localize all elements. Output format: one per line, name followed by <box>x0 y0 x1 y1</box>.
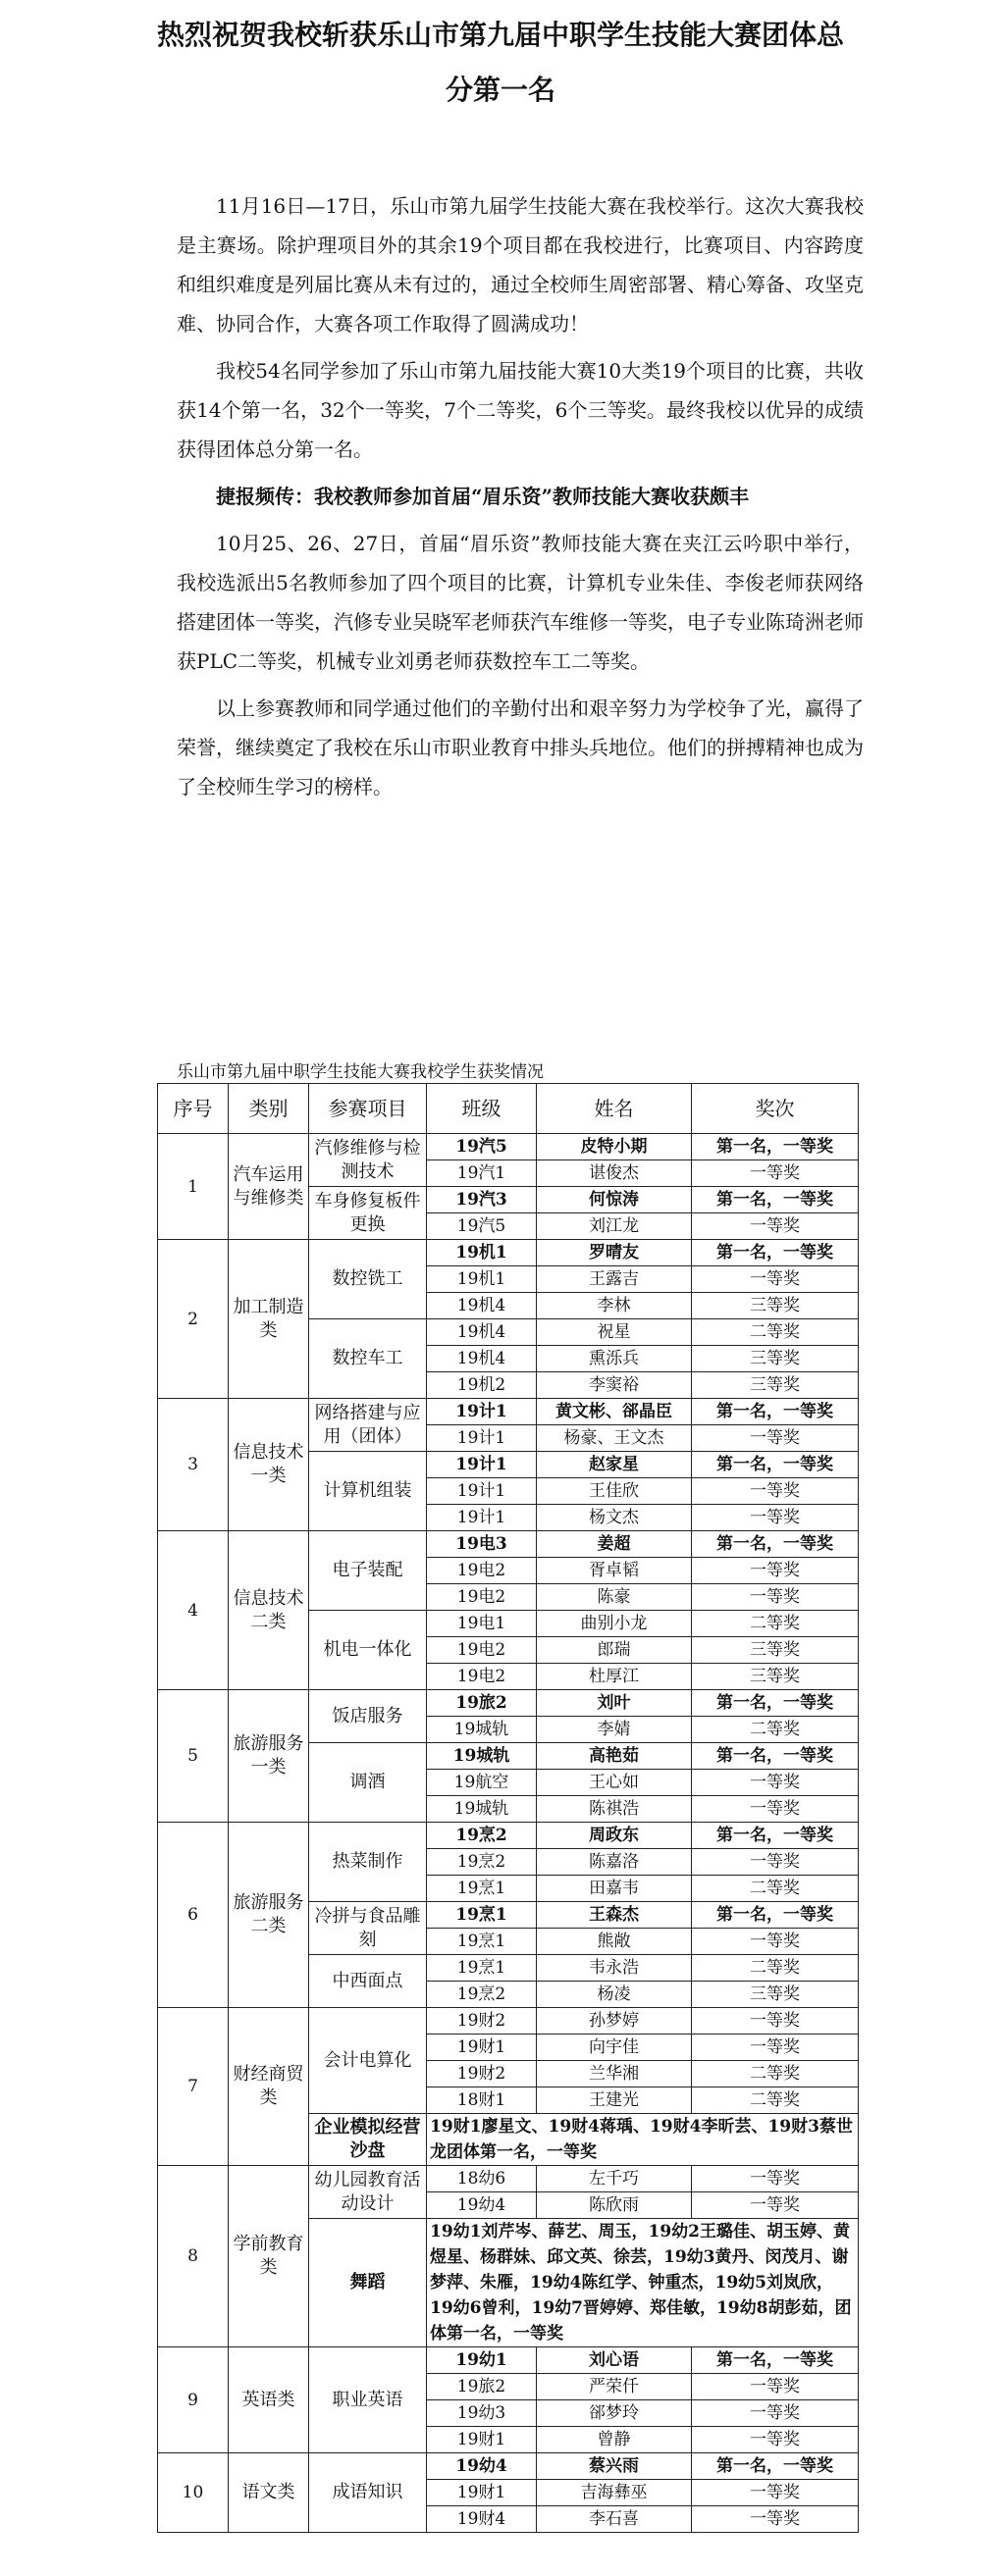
cell-class: 19机1 <box>427 1240 537 1266</box>
cell-award: 一等奖 <box>692 1213 859 1240</box>
paragraph-conclusion: 以上参赛教师和同学通过他们的辛勤付出和艰辛努力为学校争了光，赢得了荣誉，继续奠定了我校在乐山市职业教育中排头兵地位。他们的拼搏精神也成为了全校师生学习的榜样。 <box>177 696 864 799</box>
cell-project: 汽修维修与检测技术 <box>309 1134 427 1187</box>
table-row <box>158 1823 859 1849</box>
cell-class: 19幼1 <box>427 2347 537 2374</box>
cell-award: 第一名，一等奖 <box>692 1452 859 1478</box>
cell-award: 三等奖 <box>692 1664 859 1690</box>
cell-name: 李林 <box>537 1293 692 1319</box>
table-header-row <box>158 1084 859 1134</box>
cell-name: 杜厚江 <box>537 1664 692 1690</box>
cell-name: 吉海彝巫 <box>537 2480 692 2506</box>
cell-project: 车身修复板件更换 <box>309 1187 427 1240</box>
cell-award: 一等奖 <box>692 2506 859 2533</box>
cell-group-no: 5 <box>158 1690 229 1823</box>
header-category: 类别 <box>229 1084 309 1134</box>
cell-class: 19烹1 <box>427 1955 537 1982</box>
cell-name: 曲别小龙 <box>537 1611 692 1637</box>
cell-class: 19财2 <box>427 2061 537 2087</box>
cell-class: 19计1 <box>427 1399 537 1425</box>
cell-award: 第一名，一等奖 <box>692 2453 859 2480</box>
cell-award: 一等奖 <box>692 2035 859 2061</box>
cell-award: 三等奖 <box>692 1982 859 2008</box>
cell-name: 赵家星 <box>537 1452 692 1478</box>
cell-name: 向宇佳 <box>537 2035 692 2061</box>
cell-name: 王建光 <box>537 2087 692 2114</box>
cell-project: 数控铣工 <box>309 1240 427 1319</box>
subheading-teacher-contest: 捷报频传：我校教师参加首届“眉乐资”教师技能大赛收获颇丰 <box>216 485 750 508</box>
cell-project: 网络搭建与应用（团体） <box>309 1399 427 1452</box>
cell-project: 成语知识 <box>309 2453 427 2533</box>
cell-name: 陈祺浩 <box>537 1796 692 1823</box>
cell-class: 19幼4 <box>427 2192 537 2219</box>
cell-class: 19电2 <box>427 1664 537 1690</box>
cell-award: 一等奖 <box>692 1425 859 1452</box>
cell-group-no: 10 <box>158 2453 229 2533</box>
cell-category: 信息技术一类 <box>229 1399 309 1531</box>
cell-class: 19汽1 <box>427 1160 537 1187</box>
cell-award: 一等奖 <box>692 1849 859 1876</box>
cell-name: 罗晴友 <box>537 1240 692 1266</box>
cell-award: 三等奖 <box>692 1346 859 1372</box>
header-project: 参赛项目 <box>309 1084 427 1134</box>
header-class: 班级 <box>427 1084 537 1134</box>
cell-class: 19汽3 <box>427 1187 537 1213</box>
cell-class: 19烹1 <box>427 1902 537 1929</box>
cell-class: 19机4 <box>427 1346 537 1372</box>
cell-name: 皮特小期 <box>537 1134 692 1160</box>
cell-category: 财经商贸类 <box>229 2008 309 2166</box>
cell-class: 19城轨 <box>427 1743 537 1770</box>
cell-name: 李窦裕 <box>537 1372 692 1399</box>
cell-award: 二等奖 <box>692 1955 859 1982</box>
cell-award: 三等奖 <box>692 1372 859 1399</box>
cell-project: 职业英语 <box>309 2347 427 2453</box>
cell-class: 18幼6 <box>427 2166 537 2192</box>
cell-project: 饭店服务 <box>309 1690 427 1743</box>
cell-name: 杨文杰 <box>537 1505 692 1531</box>
cell-name: 严荣仟 <box>537 2374 692 2400</box>
cell-name: 左千巧 <box>537 2166 692 2192</box>
cell-category: 信息技术二类 <box>229 1531 309 1690</box>
cell-class: 19财4 <box>427 2506 537 2533</box>
cell-award: 第一名，一等奖 <box>692 1531 859 1558</box>
cell-category: 旅游服务一类 <box>229 1690 309 1823</box>
cell-award: 一等奖 <box>692 1505 859 1531</box>
cell-class: 19电2 <box>427 1558 537 1584</box>
cell-class: 19汽5 <box>427 1213 537 1240</box>
cell-project: 调酒 <box>309 1743 427 1823</box>
cell-award: 一等奖 <box>692 1929 859 1955</box>
cell-name: 王森杰 <box>537 1902 692 1929</box>
table-row <box>158 1690 859 1717</box>
cell-award: 一等奖 <box>692 2192 859 2219</box>
cell-class: 19烹2 <box>427 1982 537 2008</box>
cell-project: 机电一体化 <box>309 1611 427 1690</box>
cell-award: 三等奖 <box>692 1637 859 1664</box>
cell-name: 曾静 <box>537 2427 692 2453</box>
cell-name: 杨凌 <box>537 1982 692 2008</box>
cell-name: 姜超 <box>537 1531 692 1558</box>
cell-name: 胥卓韬 <box>537 1558 692 1584</box>
cell-class: 19烹1 <box>427 1876 537 1902</box>
cell-class: 19烹2 <box>427 1849 537 1876</box>
cell-class: 19计1 <box>427 1452 537 1478</box>
cell-award: 一等奖 <box>692 1160 859 1187</box>
cell-name: 陈欣雨 <box>537 2192 692 2219</box>
cell-class: 19汽5 <box>427 1134 537 1160</box>
cell-name: 何惊涛 <box>537 1187 692 1213</box>
cell-name: 高艳茹 <box>537 1743 692 1770</box>
cell-category: 语文类 <box>229 2453 309 2533</box>
cell-class: 19机4 <box>427 1319 537 1346</box>
cell-class: 19旅2 <box>427 2374 537 2400</box>
cell-name: 蔡兴雨 <box>537 2453 692 2480</box>
cell-name: 王心如 <box>537 1770 692 1796</box>
cell-project: 会计电算化 <box>309 2008 427 2114</box>
cell-name: 韦永浩 <box>537 1955 692 1982</box>
cell-project: 中西面点 <box>309 1955 427 2008</box>
cell-group-no: 1 <box>158 1134 229 1240</box>
cell-award: 二等奖 <box>692 1611 859 1637</box>
cell-award: 第一名，一等奖 <box>692 1902 859 1929</box>
article-body <box>177 186 864 814</box>
cell-name: 李婧 <box>537 1717 692 1743</box>
cell-award: 一等奖 <box>692 1796 859 1823</box>
cell-group-no: 6 <box>158 1823 229 2008</box>
cell-award: 一等奖 <box>692 1770 859 1796</box>
header-name: 姓名 <box>537 1084 692 1134</box>
header-award: 奖次 <box>692 1084 859 1134</box>
table-row <box>158 1240 859 1266</box>
cell-name: 刘心语 <box>537 2347 692 2374</box>
cell-class: 19机1 <box>427 1266 537 1293</box>
cell-award: 一等奖 <box>692 2374 859 2400</box>
cell-award: 一等奖 <box>692 1584 859 1611</box>
cell-project: 数控车工 <box>309 1319 427 1399</box>
cell-category: 汽车运用与维修类 <box>229 1134 309 1240</box>
cell-award: 第一名，一等奖 <box>692 1743 859 1770</box>
cell-name: 周政东 <box>537 1823 692 1849</box>
cell-category: 旅游服务二类 <box>229 1823 309 2008</box>
article-title: 热烈祝贺我校斩获乐山市第九届中职学生技能大赛团体总分第一名 <box>156 19 844 106</box>
cell-award: 第一名，一等奖 <box>692 1399 859 1425</box>
cell-class: 19电1 <box>427 1611 537 1637</box>
cell-award: 一等奖 <box>692 2480 859 2506</box>
cell-award: 第一名，一等奖 <box>692 1187 859 1213</box>
cell-project: 舞蹈 <box>309 2219 427 2347</box>
table-row <box>158 1531 859 1558</box>
cell-name: 陈豪 <box>537 1584 692 1611</box>
cell-class: 19财2 <box>427 2008 537 2035</box>
cell-name: 郎瑞 <box>537 1637 692 1664</box>
cell-name: 李石喜 <box>537 2506 692 2533</box>
cell-project: 幼儿园教育活动设计 <box>309 2166 427 2219</box>
paragraph-results: 我校54名同学参加了乐山市第九届技能大赛10大类19个项目的比赛，共收获14个第一名，32个一等奖，7个二等奖，6个三等奖。最终我校以优异的成绩获得团体总分第一名。 <box>177 359 864 461</box>
cell-name: 黄文彬、郤晶臣 <box>537 1399 692 1425</box>
table-row <box>158 1399 859 1425</box>
cell-class: 19财1 <box>427 2480 537 2506</box>
table-row <box>158 2347 859 2374</box>
cell-name: 刘江龙 <box>537 1213 692 1240</box>
cell-award: 一等奖 <box>692 2427 859 2453</box>
cell-award: 三等奖 <box>692 1293 859 1319</box>
cell-category: 学前教育类 <box>229 2166 309 2347</box>
cell-class: 19计1 <box>427 1425 537 1452</box>
table-caption: 乐山市第九届中职学生技能大赛我校学生获奖情况 <box>177 1062 544 1082</box>
cell-name: 郤梦玲 <box>537 2400 692 2427</box>
cell-project: 冷拼与食品雕刻 <box>309 1902 427 1955</box>
paragraph-teacher-contest: 10月25、26、27日，首届“眉乐资”教师技能大赛在夹江云吟职中举行，我校选派出5名教师参加了四个项目的比赛，计算机专业朱佳、李俊老师获网络搭建团体一等奖，汽修专业吴晓军老师获汽车维修一等奖，电子专业陈琦洲老师获PLC二等奖，机械专业刘勇老师获数控车工二等奖。 <box>177 532 864 673</box>
table-row <box>158 1134 859 1160</box>
cell-team-members: 19财1廖星文、19财4蒋瑀、19财4李昕芸、19财3蔡世龙团体第一名，一等奖 <box>427 2114 859 2166</box>
table-row <box>158 2453 859 2480</box>
cell-award: 第一名，一等奖 <box>692 2347 859 2374</box>
cell-award: 一等奖 <box>692 2166 859 2192</box>
cell-class: 19计1 <box>427 1478 537 1505</box>
cell-class: 19幼3 <box>427 2400 537 2427</box>
cell-class: 19旅2 <box>427 1690 537 1717</box>
cell-team-members: 19幼1刘芹岑、薛艺、周玉，19幼2王璐佳、胡玉婷、黄煜星、杨群妹、邱文英、徐芸，19幼3黄丹、闵茂月、谢梦萍、朱雁，19幼4陈红学、钟重杰，19幼5刘岚欣，19幼6曾利，19幼7晋婷婷、郑佳敏，19幼8胡彭茹，团体第一名，一等奖 <box>427 2219 859 2347</box>
cell-name: 熏泺兵 <box>537 1346 692 1372</box>
cell-group-no: 9 <box>158 2347 229 2453</box>
cell-class: 19城轨 <box>427 1796 537 1823</box>
cell-class: 19机2 <box>427 1372 537 1399</box>
cell-award: 一等奖 <box>692 1478 859 1505</box>
cell-category: 加工制造类 <box>229 1240 309 1399</box>
cell-award: 二等奖 <box>692 1717 859 1743</box>
cell-name: 刘叶 <box>537 1690 692 1717</box>
cell-category: 英语类 <box>229 2347 309 2453</box>
table-row <box>158 2166 859 2192</box>
cell-class: 19城轨 <box>427 1717 537 1743</box>
cell-class: 19航空 <box>427 1770 537 1796</box>
cell-name: 王露吉 <box>537 1266 692 1293</box>
cell-name: 杨豪、王文杰 <box>537 1425 692 1452</box>
cell-award: 第一名，一等奖 <box>692 1134 859 1160</box>
cell-award: 二等奖 <box>692 2087 859 2114</box>
cell-award: 第一名，一等奖 <box>692 1823 859 1849</box>
cell-project: 计算机组装 <box>309 1452 427 1531</box>
cell-group-no: 2 <box>158 1240 229 1399</box>
cell-award: 第一名，一等奖 <box>692 1240 859 1266</box>
cell-class: 19电2 <box>427 1637 537 1664</box>
cell-name: 王佳欣 <box>537 1478 692 1505</box>
cell-award: 二等奖 <box>692 1876 859 1902</box>
cell-award: 一等奖 <box>692 1266 859 1293</box>
cell-project: 企业模拟经营沙盘 <box>309 2114 427 2166</box>
cell-class: 19财1 <box>427 2035 537 2061</box>
cell-award: 二等奖 <box>692 2061 859 2087</box>
cell-project: 电子装配 <box>309 1531 427 1611</box>
cell-name: 陈嘉洛 <box>537 1849 692 1876</box>
cell-name: 兰华湘 <box>537 2061 692 2087</box>
cell-class: 19财1 <box>427 2427 537 2453</box>
cell-name: 谌俊杰 <box>537 1160 692 1187</box>
awards-table-body <box>158 1134 859 2533</box>
cell-group-no: 3 <box>158 1399 229 1531</box>
cell-group-no: 8 <box>158 2166 229 2347</box>
cell-class: 19烹1 <box>427 1929 537 1955</box>
cell-project: 热菜制作 <box>309 1823 427 1902</box>
cell-class: 18财1 <box>427 2087 537 2114</box>
cell-name: 孙梦婷 <box>537 2008 692 2035</box>
awards-table <box>157 1083 859 2533</box>
header-no: 序号 <box>158 1084 229 1134</box>
paragraph-event: 11月16日—17日，乐山市第九届学生技能大赛在我校举行。这次大赛我校是主赛场。除护理项目外的其余19个项目都在我校进行，比赛项目、内容跨度和组织难度是列届比赛从未有过的，通过全校师生周密部署、精心筹备、攻坚克难、协同合作，大赛各项工作取得了圆满成功！ <box>177 194 864 335</box>
cell-class: 19机4 <box>427 1293 537 1319</box>
cell-class: 19幼4 <box>427 2453 537 2480</box>
cell-name: 田嘉韦 <box>537 1876 692 1902</box>
cell-name: 祝星 <box>537 1319 692 1346</box>
cell-group-no: 7 <box>158 2008 229 2166</box>
cell-group-no: 4 <box>158 1531 229 1690</box>
cell-class: 19烹2 <box>427 1823 537 1849</box>
cell-class: 19电2 <box>427 1584 537 1611</box>
table-row <box>158 2008 859 2035</box>
cell-class: 19计1 <box>427 1505 537 1531</box>
cell-award: 二等奖 <box>692 1319 859 1346</box>
cell-class: 19电3 <box>427 1531 537 1558</box>
cell-award: 一等奖 <box>692 2008 859 2035</box>
cell-award: 一等奖 <box>692 1558 859 1584</box>
cell-award: 第一名，一等奖 <box>692 1690 859 1717</box>
cell-award: 一等奖 <box>692 2400 859 2427</box>
cell-name: 熊敞 <box>537 1929 692 1955</box>
